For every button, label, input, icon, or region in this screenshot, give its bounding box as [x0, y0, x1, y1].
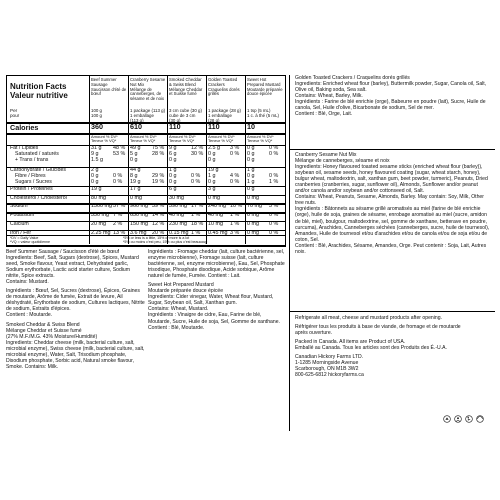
nutrient-amount: 49 g: [130, 145, 141, 151]
nutrient-label: + Trans / trans: [15, 157, 49, 163]
sausage-contains-en: Contains: Mustard.: [6, 279, 49, 286]
mustard-contains-fr: Contient : Blé, Moutarde.: [148, 324, 205, 331]
company-phone: 800-625-6812 hickoryfarms.ca: [295, 372, 364, 379]
nutrient-label: Fibre / Fibres: [15, 173, 46, 179]
nutrient-dv: 3 %: [230, 230, 240, 236]
nutrient-dv: 1 %: [269, 179, 279, 185]
nutrient-label: Sugars / Sucres: [15, 179, 52, 185]
nutrient-amount: 0 g: [130, 157, 138, 163]
nutrient-label: Saturated / saturés: [15, 151, 59, 157]
serving-line: (28 g): [208, 118, 220, 123]
serving-line: 3 cm cube (30 g): [169, 108, 202, 113]
nutrient-dv: 4 %: [230, 173, 240, 179]
nutrient-amount: 19 g: [208, 167, 219, 173]
mustard-ingredients-fr: Ingrédients : Vinaigre de cidre, Eau, Farine de blé, Moutarde, Sucre, Huile de soja, Sel, Gomme de xanthane.: [148, 312, 280, 325]
nutrition-title-en: Nutrition Facts: [10, 82, 67, 91]
units-header: [130, 135, 169, 144]
nutrient-amount: 0 g: [208, 151, 216, 157]
dv-legend: *DV = Daily Value *VQ = valeur quotidienne: [10, 236, 51, 245]
product-name-line: sésame et de noix: [130, 96, 164, 102]
nutrient-dv: 0 %: [191, 179, 201, 185]
product-name-line: canneberges, de: [130, 91, 162, 97]
units-header: [91, 135, 130, 144]
nutrient-amount: 40 mg: [169, 212, 184, 218]
nutrient-amount: 2.5 g: [208, 145, 220, 151]
calories-value: 110: [169, 122, 181, 131]
serving-line: 100 g: [91, 108, 102, 113]
tidyman-icon: [465, 415, 473, 423]
serving-line: 1 emballage: [208, 113, 232, 118]
nutrient-amount: 0 g: [247, 186, 255, 192]
nutrient-dv: 53 %: [113, 151, 126, 157]
dv-scale-note: *5% or less is a little, 15% or more is a lot *5% ou moins c'est peu, 15% ou plus c'est beaucoup: [123, 236, 208, 245]
rule-thick: [7, 122, 285, 124]
nutrient-amount: 0 g: [169, 179, 177, 185]
amount-header-fr: Teneur % VQ*: [208, 138, 234, 144]
nutrient-dv: 0 %: [191, 173, 201, 179]
nutrient-amount: 8 g: [130, 173, 138, 179]
nutrient-amount: 80 mg: [91, 195, 106, 201]
nutmix-contains-en: Contains: Wheat, Peanuts, Sesame, Almonds, Barley. May contain: Soy, Milk, Other tree nuts.: [295, 194, 484, 207]
serving-line: 1 package (28 g): [208, 108, 241, 113]
amount-header-fr: Teneur % VQ*: [130, 138, 156, 144]
nutrient-amount: 40 mg: [208, 212, 223, 218]
product-name-header: [169, 78, 208, 97]
nutrient-amount: 1 g: [208, 173, 216, 179]
nutrient-dv: 10 %: [230, 203, 243, 209]
calories-value: 110: [208, 122, 220, 131]
sausage-title: Beef Summer Sausage / Saucisson d'été de bœuf: [6, 249, 120, 255]
nutrient-dv: 20 %: [152, 230, 165, 236]
triman-icon: [454, 415, 462, 423]
nutrient-dv: 0 %: [269, 230, 279, 236]
nutrient-dv: 12 %: [152, 221, 165, 227]
product-name-line: et Suisse fumé: [169, 91, 197, 97]
nutrient-dv: 39 %: [152, 203, 165, 209]
product-name-line: Smoked Cheddar: [169, 77, 202, 82]
nutrient-amount: 9 g: [169, 145, 177, 151]
product-name-header: [130, 78, 169, 102]
product-name-line: Prepared Mustard: [247, 81, 281, 87]
product-name-line: Nut Mix: [130, 81, 145, 87]
nutrient-amount: 960 mg: [130, 203, 148, 209]
nutrient-amount: 0.45 mg: [208, 230, 228, 236]
nutrient-amount: 31 g: [91, 145, 102, 151]
nutrient-amount: 5 g: [130, 151, 138, 157]
serving-size: [169, 108, 208, 123]
serving-line: 100 g: [91, 113, 102, 118]
nutrient-amount: 0.15 mg: [169, 230, 189, 236]
company-address1: 1-1285 Morningside Avenue: [295, 360, 359, 367]
product-name-line: Mélange de: [130, 86, 152, 92]
crackers-contains-fr: Contient : Blé, Orge, Lait.: [295, 111, 353, 118]
nutrient-amount: 3 g: [208, 186, 216, 192]
product-name-header: [208, 78, 247, 97]
nutrient-dv: 13 %: [113, 230, 126, 236]
storage-en: Refrigerate all meat, cheese and mustard products after opening.: [295, 315, 442, 321]
column-divider: [245, 76, 246, 244]
product-name-header: [247, 78, 286, 97]
calories-label: Calories: [10, 123, 39, 132]
divider: [290, 311, 495, 312]
cheese-subtitle: Mélange Cheddar et Suisse fumé: [6, 327, 82, 334]
nutrient-dv: 18 %: [191, 221, 204, 227]
amount-header: Amount % DV*: [247, 134, 274, 139]
ingredients-lower-section: [6, 246, 286, 431]
serving-size: [130, 108, 169, 123]
product-name-line: Sweet Hot: [247, 77, 267, 82]
serving-line: cube de 3 cm: [169, 113, 196, 118]
cheese-mf: (27% M.F./M.G. 43% Moisture/Humidité): [6, 333, 98, 340]
nutrient-amount: 0 mg: [208, 195, 220, 201]
nutrition-title-fr: Valeur nutritive: [10, 91, 68, 100]
recycle-icon: [443, 415, 451, 423]
nutrient-dv: 57 %: [113, 203, 126, 209]
nutrient-amount: 70 mg: [247, 203, 262, 209]
nutrient-dv: 0 %: [269, 212, 279, 218]
nutrient-amount: 20 mg: [91, 221, 106, 227]
nutrient-amount: 330 mg: [91, 212, 109, 218]
nutrient-dv: 14 %: [152, 212, 165, 218]
nutrient-amount: 44 g: [130, 167, 141, 173]
nutrient-amount: 1300 mg: [91, 203, 112, 209]
nutrition-title: [10, 82, 68, 100]
nutrient-dv: 28 %: [152, 151, 165, 157]
serving-line: (113 g): [130, 118, 144, 123]
company-name: Canadian Hickory Farms LTD.: [295, 354, 364, 361]
mustard-title: Sweet Hot Prepared Mustard: [148, 282, 214, 289]
units-header: [208, 135, 247, 144]
product-name-line: Golden Toasted: [208, 77, 238, 82]
column-divider: [128, 76, 129, 244]
nutrient-dv: 0 %: [269, 221, 279, 227]
storage-block: [295, 315, 465, 378]
nutrient-dv: 0 %: [230, 179, 240, 185]
nutrient-amount: 1 g: [247, 167, 255, 173]
calories-value: 360: [91, 122, 103, 131]
nutmix-block: [295, 152, 493, 255]
column-divider: [206, 76, 207, 244]
serving-size: [91, 108, 130, 118]
units-header: [169, 135, 208, 144]
nutrient-amount: 19 g: [130, 179, 141, 185]
nutrient-amount: 0 mg: [247, 212, 259, 218]
serving-line: 1 tsp (5 mL): [247, 108, 271, 113]
sausage-ingredients-fr: Ingrédients : Bœuf, Sel, Sucres (dextrose), Épices, Graines de moutarde, Arôme de fumée, Extrait de levure, Ail déshydraté, Érythorbate de sodium, Cultures lactiques, Nitrite de sodium, Extraits d'épices.: [6, 288, 145, 313]
company-address2: Scarborough, ON M1B 3W2: [295, 366, 359, 373]
nutrient-dv: 0 %: [230, 151, 240, 157]
serving-size: [247, 108, 286, 118]
nutmix-ingredients-en: Ingredients: Honey flavoured toasted sesame sticks (enriched wheat flour (barley)), soybean oil, sesame seeds, honey flavoured coating (sugar, wheat starch, honey), bulgur wheat, maltodextrin, salt, xanthan gum, beet powder, turmeric), Peanuts, Dried cranberries (cranberries, sugar, sunflower oil), Almonds, Sunflower and/or peanut and/or canola and/or soybean and/or cottonseed oil, Salt.: [295, 164, 488, 195]
amount-header-fr: Teneur % VQ*: [91, 138, 117, 144]
product-label: [6, 75, 494, 431]
calories-value: 10: [247, 122, 255, 131]
divider: [290, 149, 495, 150]
cheese-ingredients-en: Ingredients: Cheddar cheese (milk, bacterial culture, salt, microbial enzyme), Swiss cheese (milk, bacterial culture, salt, microbial enzyme), Water, Salt, Trisodium phosphate, Disodium phosphate, Sorbic acid, Natural smoke flavour, Smoke. Contains: Milk.: [6, 339, 145, 370]
nutrient-amount: 240 mg: [208, 203, 226, 209]
nutrient-amount: 0 g: [247, 145, 255, 151]
mustard-subtitle: Moutarde préparée douce épicée: [148, 288, 224, 295]
nutrient-label: Calcium: [10, 221, 29, 227]
mustard-contains-en: Contains: Wheat, Mustard.: [148, 306, 209, 313]
nutrient-amount: 0 mg: [130, 195, 142, 201]
nutrient-dv: 30 %: [191, 151, 204, 157]
nutrient-label: Protein / Protéines: [10, 186, 53, 192]
serving-line: (30 g): [169, 118, 181, 123]
nutrient-label: Cholesterol / Cholestérol: [10, 195, 67, 201]
nutrient-dv: 0 %: [269, 145, 279, 151]
product-name-line: Beef Summer: [91, 77, 117, 82]
cheese-title: Smoked Cheddar & Swiss Blend: [6, 321, 80, 328]
nutrient-amount: 0 mg: [247, 230, 259, 236]
crackers-title: Golden Toasted Crackers / Craquelins dorés grillés: [295, 75, 410, 81]
nutrient-amount: 1 g: [247, 179, 255, 185]
product-name-header: [91, 78, 130, 97]
cheese-ingredients-fr: Ingrédients : Fromage cheddar (lait, culture bactérienne, sel, enzyme microbienne), Fromage suisse (lait, culture bactérienne, sel, enzyme microbienne), Eau, Sel, Phosphate trisodique, Phosphate disodique, Acide sorbique, Arôme naturel de fumée, Fumée. Contient : Lait.: [148, 249, 285, 280]
nutrition-facts-panel: [6, 75, 286, 246]
nutrient-dv: 1 %: [191, 212, 201, 218]
amount-header: Amount % DV*: [208, 134, 235, 139]
product-name-line: Craquelins dorés: [208, 86, 240, 92]
nutrient-label: Fat / Lipides: [10, 145, 39, 151]
product-name-line: Crackers: [208, 81, 225, 87]
calories-value: 610: [130, 122, 142, 131]
nutrient-amount: 390 mg: [169, 203, 187, 209]
amount-header: Amount % DV*: [91, 134, 118, 139]
nutrient-amount: 6 g: [169, 151, 177, 157]
column-divider: [167, 76, 168, 244]
nutrient-amount: 0 g: [169, 157, 177, 163]
nutrient-dv: 3 %: [269, 203, 279, 209]
nutrient-amount: 0 g: [247, 173, 255, 179]
column-divider: [89, 76, 90, 244]
nutrient-amount: 19 g: [91, 186, 102, 192]
nutrient-amount: 2.25 mg: [91, 230, 111, 236]
nutrient-dv: 0 %: [269, 173, 279, 179]
nutrient-dv: 0 %: [113, 173, 123, 179]
sausage-ingredients-en: Ingredients: Beef, Salt, Sugars (dextrose), Spices, Mustard seed, Smoke flavour, Yeast extract, Dehydrated garlic, Sodium erythorbate, Lactic acid starter culture, Sodium nitrite, Spice extracts.: [6, 255, 139, 280]
nutrient-amount: 150 mg: [130, 221, 148, 227]
nutmix-subtitle: Mélange de canneberges, sésame et noix: [295, 158, 390, 165]
nutrient-label: Sodium: [10, 203, 28, 209]
sausage-ingredients-block: [6, 249, 145, 370]
nutrient-dv: 3 %: [230, 145, 240, 151]
nutrient-amount: 2 g: [91, 167, 99, 173]
nutrient-amount: 1 g: [169, 167, 177, 173]
nutrient-dv: 1 %: [230, 221, 240, 227]
nutrient-amount: 650 mg: [130, 212, 148, 218]
nutrient-dv: 48 %: [113, 145, 126, 151]
serving-size: [208, 108, 247, 123]
nutrient-amount: 30 mg: [169, 195, 184, 201]
green-dot-icon: [476, 415, 484, 423]
nutrient-label: Potassium: [10, 212, 35, 218]
nutrient-dv: 2 %: [113, 221, 123, 227]
nutrient-amount: 0 g: [169, 173, 177, 179]
nutrient-amount: 0 g: [208, 157, 216, 163]
nutrient-dv: 75 %: [152, 145, 165, 151]
nutmix-ingredients-fr: Ingrédients : Bâtonnets au sésame grillé aromatisés au miel (farine de blé enrichie (orge), huile de soja, graines de sésame, enrobage aromatisé au miel (sucre, amidon de blé, miel), boulgour, maltodextrine, sel, gomme de xanthane, betterave en poudre, curcuma), Arachides, Canneberges séchées (canneberges, sucre, huile de tournesol), Amandes, Huile de tournesol et/ou d'arachides et/ou de canola et/ou de soja et/ou de coton, Sel.: [295, 206, 490, 243]
nutrient-amount: 0 g: [247, 151, 255, 157]
nutrient-dv: 0 %: [269, 151, 279, 157]
nutrient-amount: 9 g: [91, 151, 99, 157]
product-name-line: Cranberry Sesame: [130, 77, 166, 82]
row-rule: [7, 145, 285, 146]
crackers-ingredients-en: Ingredients: Enriched wheat flour (barley), Buttermilk powder, Sugar, Canola oil, Salt, Olive oil, Baking soda, Sea salt.: [295, 81, 487, 94]
cheese-mustard-block: [148, 249, 285, 331]
nutrient-amount: 10 mg: [208, 221, 223, 227]
nutrient-amount: 0 mg: [247, 221, 259, 227]
product-name-line: & Swiss Blend: [169, 81, 196, 87]
storage-fr: Réfrigérer tous les produits à base de viande, de fromage et de moutarde après ouverture.: [295, 324, 461, 337]
nutmix-contains-fr: Contient : Blé, Arachides, Sésame, Amandes, Orge. Peut contenir : Soja, Lait, Autres noix.: [295, 242, 487, 255]
nutrient-dv: 7 %: [113, 212, 123, 218]
nutrient-dv: 1 %: [191, 230, 201, 236]
nutrient-amount: 0 mg: [247, 195, 259, 201]
nutrient-amount: 0 g: [208, 179, 216, 185]
product-name-line: Moutarde préparée: [247, 86, 283, 92]
nutrient-dv: 0 %: [113, 179, 123, 185]
nutrient-dv: 29 %: [152, 173, 165, 179]
nutrient-amount: 3.6 mg: [130, 230, 147, 236]
sausage-contains-fr: Contient : Moutarde.: [6, 312, 53, 319]
nutrient-amount: 230 mg: [169, 221, 187, 227]
packed-en: Packed in Canada. All items are Product of USA.: [295, 339, 406, 346]
product-name-line: Mélange Cheddar: [169, 86, 203, 92]
nutrient-amount: 0 g: [247, 157, 255, 163]
nutrient-dv: 17 %: [191, 203, 204, 209]
nutrient-dv: 1 %: [230, 212, 240, 218]
serving-line: 1 package (113 g): [130, 108, 166, 113]
product-name-line: douce épicée: [247, 91, 272, 97]
nutmix-title: Cranberry Sesame Nut Mix: [295, 152, 357, 158]
amount-header: Amount % DV*: [169, 134, 196, 139]
serving-line: 1 emballage: [130, 113, 154, 118]
amount-header-fr: Teneur % VQ*: [247, 138, 273, 144]
nutrient-amount: 1.5 g: [91, 157, 103, 163]
nutrient-label: Carbohydrate / Glucides: [10, 167, 66, 173]
amount-header: Amount % DV*: [130, 134, 157, 139]
nutrient-amount: 0 g: [91, 173, 99, 179]
crackers-contains-en: Contains: Wheat, Barley, Milk.: [295, 93, 363, 100]
crackers-ingredients-fr: Ingrédients : Farine de blé enrichie (orge), Babeurre en poudre (lait), Sucre, Huile de canola, Sel, Huile d'olive, Bicarbonate de sodium, Sel de mer.: [295, 99, 486, 112]
packed-fr: Emballé au Canada. Tous les articles sont des Produits des É.-U.A.: [295, 345, 447, 352]
right-text-column: [289, 75, 494, 431]
mustard-ingredients-en: Ingredients: Cider vinegar, Water, Wheat flour, Mustard, Sugar, Soybean oil, Salt, Xanthan gum.: [148, 294, 274, 307]
nutrient-label: Iron / Fer: [10, 230, 32, 236]
product-name-line: Saucisson d'été de bœuf: [91, 86, 127, 97]
units-header: [247, 135, 286, 144]
product-name-line: Sausage: [91, 81, 108, 87]
amount-header-fr: Teneur % VQ*: [169, 138, 195, 144]
nutrient-dv: 19 %: [152, 179, 165, 185]
product-name-line: grillés: [208, 91, 219, 97]
serving-line: 1 c. à thé (5 mL): [247, 113, 279, 118]
crackers-block: [295, 75, 493, 117]
nutrient-amount: 0 g: [91, 179, 99, 185]
nutrient-dv: 12 %: [191, 145, 204, 151]
per-label: Per pour: [10, 108, 20, 118]
nutrient-amount: 17 g: [130, 186, 141, 192]
nutrient-amount: 6 g: [169, 186, 177, 192]
